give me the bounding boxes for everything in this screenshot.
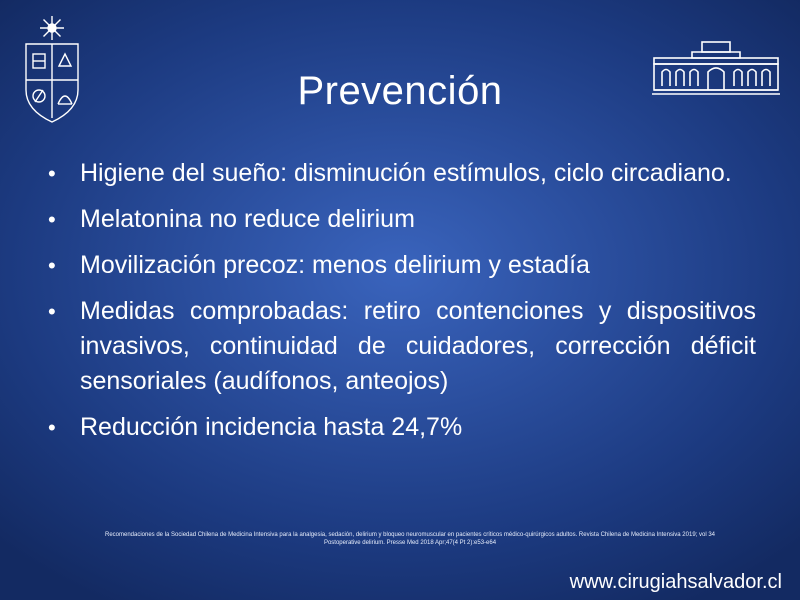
slide-title: Prevención xyxy=(297,68,503,113)
references xyxy=(60,531,760,547)
reference-line: Postoperative delirium. Presse Med 2018 Apr;47(4 Pt 2):e53-e64 xyxy=(323,540,497,546)
bullet-text: Melatonina no reduce delirium xyxy=(80,205,415,233)
bullet-marker: • xyxy=(48,253,56,278)
bullet-text: Reducción incidencia hasta 24,7% xyxy=(80,413,463,441)
bullet-marker: • xyxy=(48,299,56,324)
bullet-marker: • xyxy=(48,415,56,440)
bullet-marker: • xyxy=(48,207,56,232)
bullet-text: Higiene del sueño: disminución estímulos, ciclo circadiano. xyxy=(80,159,732,187)
bullet-text: Medidas comprobadas: retiro contenciones y dispositivos invasivos, continuidad de cuidadores, corrección déficit sensoriales (audífonos, anteojos) xyxy=(80,297,756,395)
bullet-marker: • xyxy=(48,161,56,186)
reference-line: Recomendaciones de la Sociedad Chilena de Medicina Intensiva para la analgesia, sedación, delirium y bloqueo neuromuscular en pacientes críticos médico-quirúrgicos adultos. Revista Chilena de Medicina Intensiva 2019; vol 34 xyxy=(104,532,716,538)
bullet-item xyxy=(44,248,756,283)
bullet-item xyxy=(44,410,756,445)
bullet-item xyxy=(44,294,756,399)
bullet-text: Movilización precoz: menos delirium y estadía xyxy=(80,251,590,279)
bullet-item xyxy=(44,156,756,191)
footer-url: www.cirugiahsalvador.cl xyxy=(569,571,782,593)
bullet-item xyxy=(44,202,756,237)
bullet-list xyxy=(44,156,756,456)
